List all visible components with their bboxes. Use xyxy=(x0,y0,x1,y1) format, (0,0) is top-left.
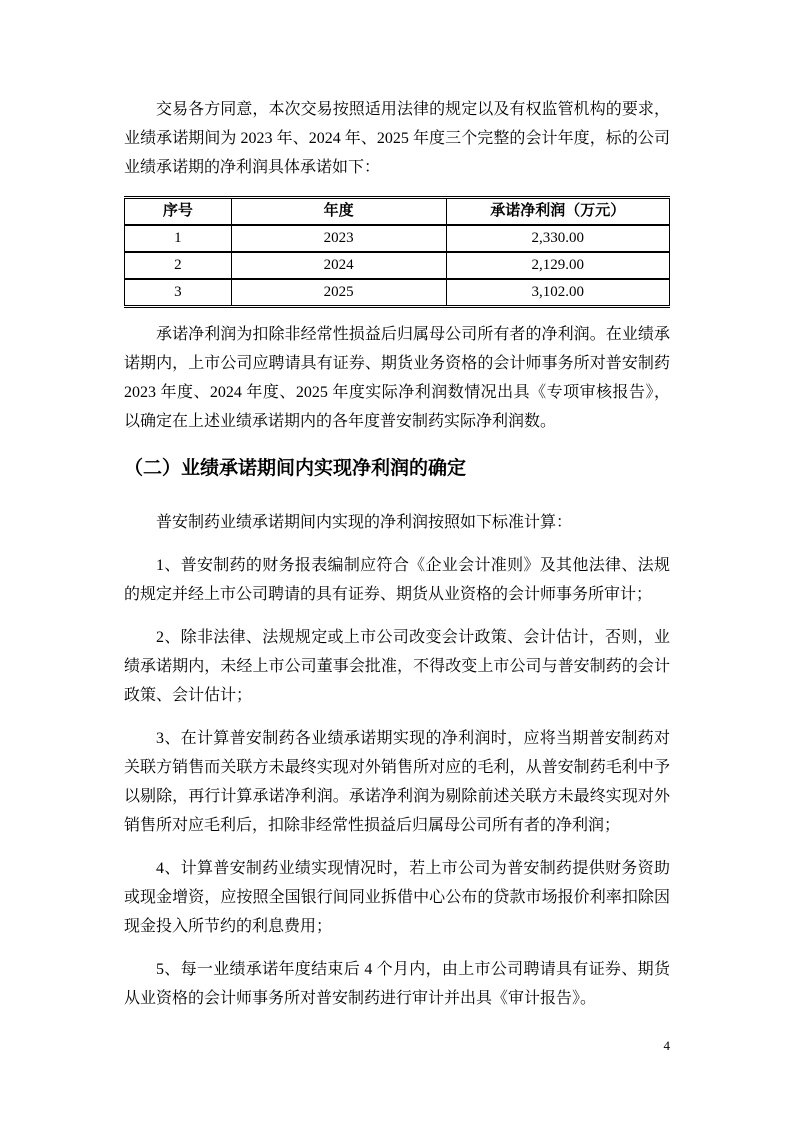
paragraph-intro: 交易各方同意，本次交易按照适用法律的规定以及有权监管机构的要求，业绩承诺期间为 2023 年、2024 年、2025 年度三个完整的会计年度，标的公司业绩承诺期的净利润具体承诺如下： xyxy=(124,101,670,176)
table-cell-profit: 2,129.00 xyxy=(446,252,669,279)
table-cell-profit: 2,330.00 xyxy=(446,225,669,252)
table-header-seq: 序号 xyxy=(125,198,232,226)
table-row xyxy=(125,252,670,279)
table-cell-year: 2024 xyxy=(231,252,446,279)
page-number: 4 xyxy=(663,1038,670,1053)
table-cell-year: 2025 xyxy=(231,279,446,307)
list-item-4: 4、计算普安制药业绩实现情况时，若上市公司为普安制药提供财务资助或现金增资，应按照全国银行间同业拆借中心公布的贷款市场报价利率扣除因现金投入所节约的利息费用； xyxy=(124,860,670,935)
table-header-profit: 承诺净利润（万元） xyxy=(446,198,669,226)
table-cell-seq: 2 xyxy=(125,252,232,279)
list-item-3: 3、在计算普安制药各业绩承诺期实现的净利润时，应将当期普安制药对关联方销售而关联方未最终实现对外销售所对应的毛利，从普安制药毛利中予以剔除，再行计算承诺净利润。承诺净利润为剔除前述关联方未最终实现对外销售所对应毛利后，扣除非经常性损益后归属母公司所有者的净利润； xyxy=(124,730,670,834)
list-item-5: 5、每一业绩承诺年度结束后 4 个月内，由上市公司聘请具有证券、期货从业资格的会计师事务所对普安制药进行审计并出具《审计报告》。 xyxy=(124,961,670,1007)
table-row xyxy=(125,279,670,307)
table-row xyxy=(125,225,670,252)
document-content xyxy=(124,95,670,1027)
section-heading: （二）业绩承诺期间内实现净利润的确定 xyxy=(124,458,467,479)
table-cell-year: 2023 xyxy=(231,225,446,252)
table-cell-seq: 3 xyxy=(125,279,232,307)
paragraph-standards-intro: 普安制药业绩承诺期间内实现的净利润按照如下标准计算： xyxy=(156,514,573,531)
table-header-year: 年度 xyxy=(231,198,446,226)
table-cell-seq: 1 xyxy=(125,225,232,252)
list-item-2: 2、除非法律、法规规定或上市公司改变会计政策、会计估计，否则，业绩承诺期内，未经上市公司董事会批准，不得改变上市公司与普安制药的会计政策、会计估计； xyxy=(124,629,670,704)
list-item-1: 1、普安制药的财务报表编制应符合《企业会计准则》及其他法律、法规的规定并经上市公司聘请的具有证券、期货从业资格的会计师事务所审计； xyxy=(124,557,670,603)
paragraph-after-table: 承诺净利润为扣除非经常性损益后归属母公司所有者的净利润。在业绩承诺期内，上市公司应聘请具有证券、期货业务资格的会计师事务所对普安制药 2023 年度、2024 年度、2025 年度实际净利润数情况出具《专项审核报告》，以确定在上述业绩承诺期内的各年度普安制药实际净利润数。 xyxy=(124,326,670,430)
table-header-row xyxy=(125,198,670,226)
profit-commitment-table xyxy=(124,196,670,308)
table-cell-profit: 3,102.00 xyxy=(446,279,669,307)
